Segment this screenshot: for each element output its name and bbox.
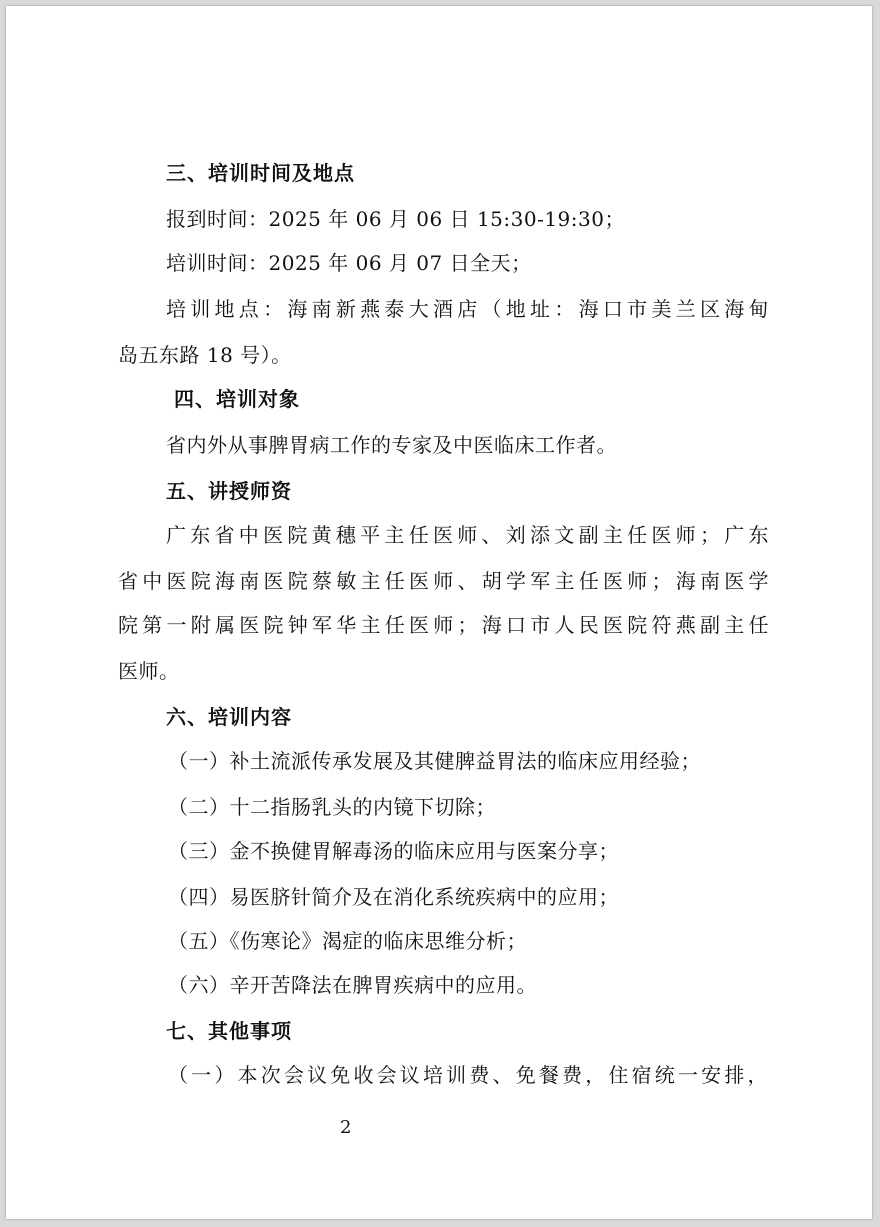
content-item: （三）金不换健胃解毒汤的临床应用与医案分享； — [168, 839, 619, 863]
training-location-line-2: 岛五东路 18 号）。 — [118, 343, 292, 367]
teachers-line-1: 广东省中医院黄穗平主任医师、刘添文副主任医师；广东 — [166, 523, 769, 547]
registration-time: 报到时间：2025 年 06 月 06 日 15:30-19:30； — [166, 207, 625, 231]
content-item: （一）补土流派传承发展及其健脾益胃法的临床应用经验； — [168, 749, 701, 773]
document-page — [6, 6, 872, 1219]
audience-text: 省内外从事脾胃病工作的专家及中医临床工作者。 — [166, 433, 617, 457]
teachers-line-4: 医师。 — [118, 659, 180, 683]
section-heading-other: 七、其他事项 — [166, 1019, 292, 1043]
section-heading-time-place: 三、培训时间及地点 — [166, 161, 355, 185]
content-item: （五）《伤寒论》渴症的临床思维分析； — [168, 929, 527, 953]
section-heading-audience: 四、培训对象 — [174, 387, 300, 411]
teachers-line-2: 省中医院海南医院蔡敏主任医师、胡学军主任医师；海南医学 — [118, 569, 769, 593]
training-time: 培训时间：2025 年 06 月 07 日全天； — [166, 251, 532, 275]
content-item: （六）辛开苦降法在脾胃疾病中的应用。 — [168, 973, 537, 997]
content-item: （二）十二指肠乳头的内镜下切除； — [168, 795, 496, 819]
page-number: 2 — [340, 1117, 352, 1138]
teachers-line-3: 院第一附属医院钟军华主任医师；海口市人民医院符燕副主任 — [118, 613, 769, 637]
training-location-line-1: 培训地点：海南新燕泰大酒店（地址：海口市美兰区海甸 — [166, 297, 769, 321]
other-item-1: （一）本次会议免收会议培训费、免餐费，住宿统一安排， — [168, 1063, 768, 1087]
section-heading-teachers: 五、讲授师资 — [166, 479, 292, 503]
section-heading-content: 六、培训内容 — [166, 705, 292, 729]
content-item: （四）易医脐针简介及在消化系统疾病中的应用； — [168, 885, 619, 909]
